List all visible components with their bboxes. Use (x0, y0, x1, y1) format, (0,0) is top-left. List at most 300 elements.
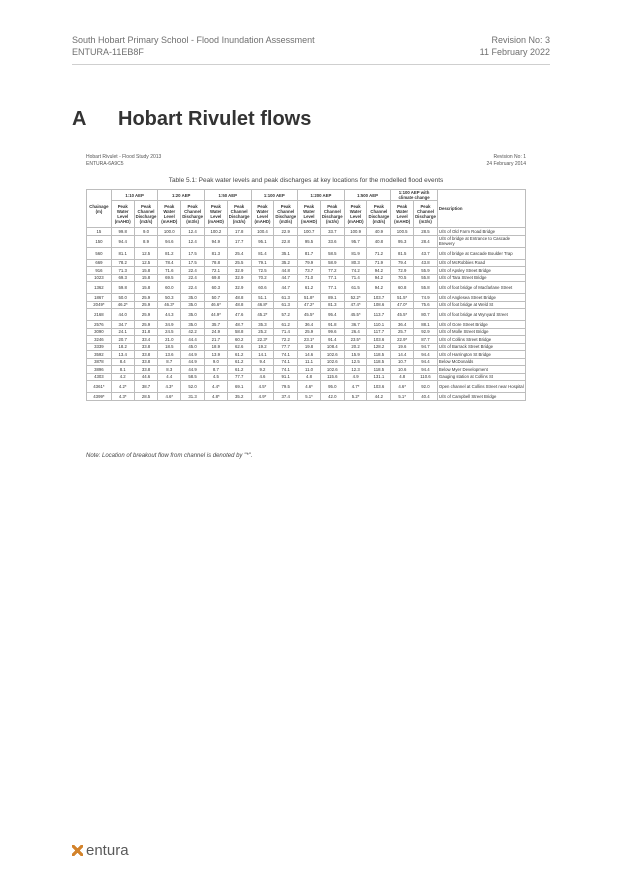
water-level-cell: 81.2 (158, 247, 181, 259)
discharge-cell: 15.8 (134, 274, 158, 282)
description-cell: U/S of Tara Street Bridge (437, 274, 525, 282)
discharge-cell: 33.8 (134, 351, 158, 359)
discharge-cell: 128.2 (367, 343, 391, 351)
water-level-cell: 8.7 (204, 366, 227, 374)
discharge-cell: 35.1 (274, 247, 298, 259)
discharge-cell: 43.7 (414, 247, 438, 259)
peak-water-level-header: Peak Water Level (mAHD) (111, 201, 134, 228)
discharge-cell: 80.7 (414, 309, 438, 321)
water-level-cell: 71.4 (344, 274, 367, 282)
water-level-cell: 46.8* (251, 301, 274, 309)
water-level-cell: 95.1 (251, 235, 274, 247)
discharge-cell: 94.2 (367, 267, 391, 275)
water-level-cell: 4.3* (111, 393, 134, 401)
discharge-cell: 35.0 (181, 301, 205, 309)
water-level-cell: 78.8 (204, 259, 227, 267)
chainage-cell: 3339 (87, 343, 112, 351)
discharge-cell: 28.5 (414, 228, 438, 236)
discharge-cell: 74.1 (274, 358, 298, 366)
section-heading (72, 108, 311, 131)
discharge-cell: 131.1 (367, 373, 391, 381)
water-level-cell: 81.1 (111, 247, 134, 259)
description-cell: U/S of Campbell Street Bridge (437, 393, 525, 401)
water-level-cell: 44.0 (111, 309, 134, 321)
discharge-cell: 94.4 (414, 358, 438, 366)
discharge-cell: 118.5 (367, 358, 391, 366)
water-level-cell: 81.3 (204, 247, 227, 259)
table-row (87, 274, 526, 282)
description-cell: U/S of bridge at Entrance to Cascade Brewery (437, 235, 525, 247)
water-level-cell: 50.3 (158, 294, 181, 302)
table-row (87, 282, 526, 294)
discharge-cell: 32.9 (227, 274, 251, 282)
water-level-cell: 18.9 (204, 343, 227, 351)
water-level-cell: 22.3* (251, 336, 274, 344)
peak-water-level-header: Peak Water Level (mAHD) (204, 201, 227, 228)
water-level-cell: 51.1 (251, 294, 274, 302)
discharge-cell: 94.4 (414, 351, 438, 359)
discharge-cell: 61.2 (274, 321, 298, 329)
water-level-cell: 71.0 (298, 274, 321, 282)
water-level-cell: 46.6* (204, 301, 227, 309)
water-level-cell: 69.8 (204, 274, 227, 282)
water-level-cell: 12.3 (344, 366, 367, 374)
discharge-cell: 48.7 (227, 321, 251, 329)
water-level-cell: 13.4 (111, 351, 134, 359)
discharge-cell: 77.7 (274, 343, 298, 351)
discharge-cell: 33.8 (134, 358, 158, 366)
discharge-cell: 55.8 (414, 282, 438, 294)
water-level-cell: 20.7 (111, 336, 134, 344)
water-level-cell: 15.9 (344, 351, 367, 359)
discharge-cell: 15.8 (134, 282, 158, 294)
water-level-cell: 61.5 (344, 282, 367, 294)
discharge-cell: 58.5 (181, 373, 205, 381)
water-level-cell: 35.7 (204, 321, 227, 329)
description-cell: U/S of foot bridge at Weld St (437, 301, 525, 309)
water-level-cell: 4.5 (204, 373, 227, 381)
water-level-cell: 100.2 (204, 228, 227, 236)
water-level-cell: 11.0 (298, 366, 321, 374)
discharge-cell: 35.2 (227, 393, 251, 401)
discharge-cell: 99.6 (320, 328, 344, 336)
discharge-cell: 28.4 (414, 235, 438, 247)
discharge-cell: 87.7 (414, 336, 438, 344)
discharge-cell: 45.0 (181, 343, 205, 351)
discharge-cell: 35.0 (181, 321, 205, 329)
discharge-cell: 55.9 (414, 267, 438, 275)
discharge-cell: 32.9 (227, 267, 251, 275)
discharge-cell: 48.8 (227, 294, 251, 302)
discharge-cell: 44.7 (274, 274, 298, 282)
water-level-cell: 8.1 (111, 366, 134, 374)
chainage-cell: 1023 (87, 274, 112, 282)
water-level-cell: 4.6* (298, 381, 321, 393)
revision-date: 11 February 2022 (479, 47, 550, 57)
water-level-cell: 78.2 (111, 259, 134, 267)
header-divider (72, 64, 550, 65)
water-level-cell: 9.2 (251, 366, 274, 374)
table-row (87, 358, 526, 366)
group-header: 1:50 AEP (204, 190, 251, 201)
water-level-cell: 4.8 (391, 373, 414, 381)
discharge-cell: 61.3 (274, 301, 298, 309)
discharge-cell: 113.7 (367, 309, 391, 321)
table-note: Note: Location of breakout flow from channel is denoted by "*". (86, 453, 253, 459)
discharge-cell: 77.1 (320, 282, 344, 294)
water-level-cell: 5.1* (298, 393, 321, 401)
water-level-cell: 5.1* (391, 393, 414, 401)
peak-water-level-header: Peak Water Level (mAHD) (344, 201, 367, 228)
discharge-cell: 91.1 (274, 373, 298, 381)
water-level-cell: 60.8 (391, 282, 414, 294)
water-level-cell: 50.7 (204, 294, 227, 302)
description-header: Description (437, 190, 525, 228)
water-level-cell: 25.7 (391, 328, 414, 336)
discharge-cell: 108.4 (320, 343, 344, 351)
water-level-cell: 46.2* (111, 301, 134, 309)
water-level-cell: 19.8 (298, 343, 321, 351)
water-level-cell: 12.5 (344, 358, 367, 366)
water-level-cell: 19.2 (251, 343, 274, 351)
description-cell: U/S of Collins Street Bridge (437, 336, 525, 344)
group-header: 1:10 AEP (111, 190, 158, 201)
discharge-cell: 17.7 (227, 235, 251, 247)
water-level-cell: 13.6 (158, 351, 181, 359)
table-row (87, 343, 526, 351)
discharge-cell: 25.9 (134, 321, 158, 329)
description-cell: U/S of Harrington St Bridge (437, 351, 525, 359)
discharge-cell: 102.6 (320, 366, 344, 374)
chainage-cell: 15 (87, 228, 112, 236)
discharge-cell: 22.8 (274, 235, 298, 247)
discharge-cell: 69.1 (227, 381, 251, 393)
water-level-cell: 24.9 (204, 328, 227, 336)
discharge-cell: 62.6 (227, 343, 251, 351)
entura-logo (72, 840, 129, 860)
discharge-cell: 33.4 (134, 336, 158, 344)
discharge-cell: 43.8 (414, 259, 438, 267)
water-level-cell: 61.2 (298, 282, 321, 294)
chainage-header: Chainage (m) (87, 190, 112, 228)
discharge-cell: 117.7 (367, 328, 391, 336)
discharge-cell: 103.6 (367, 381, 391, 393)
water-level-cell: 69.3 (111, 274, 134, 282)
entura-logo-icon (72, 845, 83, 856)
discharge-cell: 12.5 (134, 247, 158, 259)
table-row (87, 267, 526, 275)
water-level-cell: 8.4 (111, 358, 134, 366)
water-level-cell: 18.2 (111, 343, 134, 351)
water-level-cell: 24.1 (111, 328, 134, 336)
discharge-cell: 102.6 (320, 358, 344, 366)
water-level-cell: 22.9* (391, 336, 414, 344)
water-level-cell: 100.9 (344, 228, 367, 236)
water-level-cell: 4.9* (251, 393, 274, 401)
discharge-cell: 118.5 (367, 351, 391, 359)
peak-discharge-header: Peak Channel Discharge (m3/s) (181, 201, 205, 228)
discharge-cell: 33.7 (320, 228, 344, 236)
water-level-cell: 79.4 (391, 259, 414, 267)
table-row (87, 336, 526, 344)
water-level-cell: 4.4* (204, 381, 227, 393)
water-level-cell: 4.6* (391, 381, 414, 393)
water-level-cell: 36.4 (298, 321, 321, 329)
water-level-cell: 47.0* (391, 301, 414, 309)
discharge-cell: 57.2 (274, 309, 298, 321)
chainage-cell: 1867 (87, 294, 112, 302)
discharge-cell: 25.9 (134, 294, 158, 302)
chainage-cell: 3246 (87, 336, 112, 344)
water-level-cell: 8.3 (158, 366, 181, 374)
description-cell: U/S of foot bridge at Wynyard Street (437, 309, 525, 321)
discharge-cell: 44.9 (181, 366, 205, 374)
water-level-cell: 35.3 (251, 321, 274, 329)
group-header: 1:100 AEP (251, 190, 298, 201)
water-level-cell: 50.0 (111, 294, 134, 302)
discharge-cell: 40.8 (367, 235, 391, 247)
discharge-cell: 74.1 (274, 351, 298, 359)
water-level-cell: 44.3 (158, 309, 181, 321)
discharge-cell: 94.2 (367, 274, 391, 282)
water-level-cell: 60.6 (251, 282, 274, 294)
water-level-cell: 5.2* (344, 393, 367, 401)
discharge-cell: 61.2 (227, 366, 251, 374)
table-row (87, 373, 526, 381)
table-body (87, 228, 526, 401)
water-level-cell: 69.5 (158, 274, 181, 282)
water-level-cell: 25.2 (251, 328, 274, 336)
water-level-cell: 99.8 (111, 228, 134, 236)
water-level-cell: 14.6 (298, 351, 321, 359)
water-level-cell: 45.5* (298, 309, 321, 321)
discharge-cell: 25.5 (227, 259, 251, 267)
water-level-cell: 100.4 (251, 228, 274, 236)
discharge-cell: 71.9 (367, 259, 391, 267)
page-header (72, 34, 550, 66)
water-level-cell: 71.6 (158, 267, 181, 275)
water-level-cell: 19.6 (391, 343, 414, 351)
water-level-cell: 95.7 (344, 235, 367, 247)
group-header: 1:200 AEP (298, 190, 345, 201)
discharge-cell: 31.3 (181, 393, 205, 401)
discharge-cell: 88.1 (414, 321, 438, 329)
discharge-cell: 44.9 (181, 351, 205, 359)
water-level-cell: 95.5 (298, 235, 321, 247)
water-level-cell: 9.4 (251, 358, 274, 366)
water-level-cell: 4.6* (158, 393, 181, 401)
description-cell: U/S of Barrack Street Bridge (437, 343, 525, 351)
discharge-cell: 17.8 (227, 228, 251, 236)
discharge-cell: 77.2 (320, 267, 344, 275)
peak-discharge-header: Peak Channel Discharge (m3/s) (274, 201, 298, 228)
discharge-cell: 22.9 (274, 228, 298, 236)
table-row (87, 228, 526, 236)
discharge-cell: 44.9 (181, 358, 205, 366)
water-level-cell: 100.0 (158, 228, 181, 236)
embedded-revision-date: 24 February 2014 (486, 160, 526, 167)
water-level-cell: 18.5 (158, 343, 181, 351)
water-level-cell: 4.2* (111, 381, 134, 393)
description-cell: U/S of Anglesea Street Bridge (437, 294, 525, 302)
discharge-cell: 58.9 (320, 259, 344, 267)
discharge-cell: 22.4 (181, 274, 205, 282)
discharge-cell: 42.2 (181, 328, 205, 336)
water-level-cell: 14.4 (391, 351, 414, 359)
discharge-cell: 8.9 (134, 235, 158, 247)
water-level-cell: 100.7 (298, 228, 321, 236)
chainage-cell: 560 (87, 247, 112, 259)
peak-water-level-header: Peak Water Level (mAHD) (298, 201, 321, 228)
discharge-cell: 103.7 (367, 294, 391, 302)
water-level-cell: 81.5 (391, 247, 414, 259)
water-level-cell: 45.5* (344, 309, 367, 321)
water-level-cell: 80.3 (344, 259, 367, 267)
discharge-cell: 12.5 (134, 259, 158, 267)
water-level-cell: 10.6 (391, 366, 414, 374)
discharge-cell: 95.0 (320, 381, 344, 393)
discharge-cell: 52.0 (181, 381, 205, 393)
water-level-cell: 11.1 (298, 358, 321, 366)
discharge-cell: 15.8 (134, 267, 158, 275)
chainage-cell: 3896 (87, 366, 112, 374)
table-row (87, 309, 526, 321)
water-level-cell: 94.9 (204, 235, 227, 247)
embedded-document-title: Hobart Rivulet - Flood Study 2013 (86, 154, 162, 160)
discharge-cell: 77.7 (227, 373, 251, 381)
table-row (87, 321, 526, 329)
water-level-cell: 4.2 (111, 373, 134, 381)
water-level-cell: 45.2* (251, 309, 274, 321)
water-level-cell: 44.9* (204, 309, 227, 321)
section-title: Hobart Rivulet flows (118, 108, 312, 130)
table-row (87, 351, 526, 359)
flood-results-table (86, 189, 526, 401)
description-cell: U/S of Apsley Street Bridge (437, 267, 525, 275)
water-level-cell: 73.7 (298, 267, 321, 275)
discharge-cell: 61.2 (227, 358, 251, 366)
revision-number: Revision No: 3 (491, 35, 550, 45)
chainage-cell: 4361* (87, 381, 112, 393)
water-level-cell: 4.8 (298, 373, 321, 381)
discharge-cell: 72.2 (274, 336, 298, 344)
description-cell: Below McDonalds (437, 358, 525, 366)
chainage-cell: 2576 (87, 321, 112, 329)
discharge-cell: 103.6 (367, 336, 391, 344)
water-level-cell: 4.4 (158, 373, 181, 381)
chainage-cell: 2049* (87, 301, 112, 309)
description-cell: U/S of McRobbies Road (437, 259, 525, 267)
section-letter: A (72, 108, 87, 130)
peak-water-level-header: Peak Water Level (mAHD) (158, 201, 181, 228)
water-level-cell: 21.7 (204, 336, 227, 344)
table-group-header-row (87, 190, 526, 201)
peak-discharge-header: Peak Channel Discharge (m3/s) (414, 201, 438, 228)
water-level-cell: 81.9 (344, 247, 367, 259)
peak-discharge-header: Peak Channel Discharge (m3/s) (367, 201, 391, 228)
water-level-cell: 70.5 (391, 274, 414, 282)
discharge-cell: 58.5 (320, 247, 344, 259)
water-level-cell: 74.2 (344, 267, 367, 275)
chainage-cell: 669 (87, 259, 112, 267)
water-level-cell: 72.5 (251, 267, 274, 275)
discharge-cell: 37.4 (274, 393, 298, 401)
discharge-cell: 94.7 (414, 343, 438, 351)
table-row (87, 294, 526, 302)
discharge-cell: 108.6 (367, 301, 391, 309)
discharge-cell: 33.8 (134, 366, 158, 374)
group-header: 1:100 AEP with climate change (391, 190, 438, 201)
water-level-cell: 36.7 (344, 321, 367, 329)
discharge-cell: 61.2 (227, 351, 251, 359)
water-level-cell: 24.5 (158, 328, 181, 336)
discharge-cell: 38.7 (134, 381, 158, 393)
peak-discharge-header: Peak Channel Discharge (m3/s) (320, 201, 344, 228)
water-level-cell: 72.1 (204, 267, 227, 275)
discharge-cell: 12.4 (181, 235, 205, 247)
table-row (87, 328, 526, 336)
discharge-cell: 94.2 (367, 282, 391, 294)
water-level-cell: 51.5* (391, 294, 414, 302)
water-level-cell: 9.0 (204, 358, 227, 366)
discharge-cell: 94.4 (414, 366, 438, 374)
water-level-cell: 79.1 (251, 259, 274, 267)
discharge-cell: 79.5 (274, 381, 298, 393)
water-level-cell: 45.5* (391, 309, 414, 321)
chainage-cell: 1362 (87, 282, 112, 294)
group-header: 1:500 AEP (344, 190, 391, 201)
discharge-cell: 48.8 (227, 301, 251, 309)
chainage-cell: 3878 (87, 358, 112, 366)
discharge-cell: 44.6 (134, 373, 158, 381)
water-level-cell: 4.3* (158, 381, 181, 393)
description-cell: U/S of Molle Street Bridge (437, 328, 525, 336)
table-row (87, 235, 526, 247)
description-cell: U/S of Old Farm Road Bridge (437, 228, 525, 236)
water-level-cell: 23.5* (344, 336, 367, 344)
water-level-cell: 78.4 (158, 259, 181, 267)
chainage-cell: 4303 (87, 373, 112, 381)
water-level-cell: 60.3 (204, 282, 227, 294)
description-cell: U/S of Gore Street Bridge (437, 321, 525, 329)
description-cell: Open channel at Collins Street near Hospital (437, 381, 525, 393)
peak-water-level-header: Peak Water Level (mAHD) (391, 201, 414, 228)
water-level-cell: 94.6 (158, 235, 181, 247)
discharge-cell: 77.1 (320, 274, 344, 282)
water-level-cell: 21.0 (158, 336, 181, 344)
water-level-cell: 4.6 (251, 373, 274, 381)
discharge-cell: 25.9 (134, 309, 158, 321)
water-level-cell: 51.8* (298, 294, 321, 302)
discharge-cell: 81.3 (320, 301, 344, 309)
discharge-cell: 40.9 (367, 228, 391, 236)
discharge-cell: 74.1 (274, 366, 298, 374)
water-level-cell: 4.5* (251, 381, 274, 393)
discharge-cell: 42.0 (320, 393, 344, 401)
water-level-cell: 14.1 (251, 351, 274, 359)
discharge-cell: 12.4 (181, 228, 205, 236)
discharge-cell: 58.8 (227, 328, 251, 336)
embedded-page-header (86, 154, 526, 172)
discharge-cell: 74.9 (414, 294, 438, 302)
description-cell: U/S of foot bridge of Macfarlane Street (437, 282, 525, 294)
discharge-cell: 60.2 (227, 336, 251, 344)
water-level-cell: 95.3 (391, 235, 414, 247)
water-level-cell: 81.7 (298, 247, 321, 259)
description-cell: Below Myer Development (437, 366, 525, 374)
discharge-cell: 110.1 (367, 321, 391, 329)
water-level-cell: 71.3 (111, 267, 134, 275)
